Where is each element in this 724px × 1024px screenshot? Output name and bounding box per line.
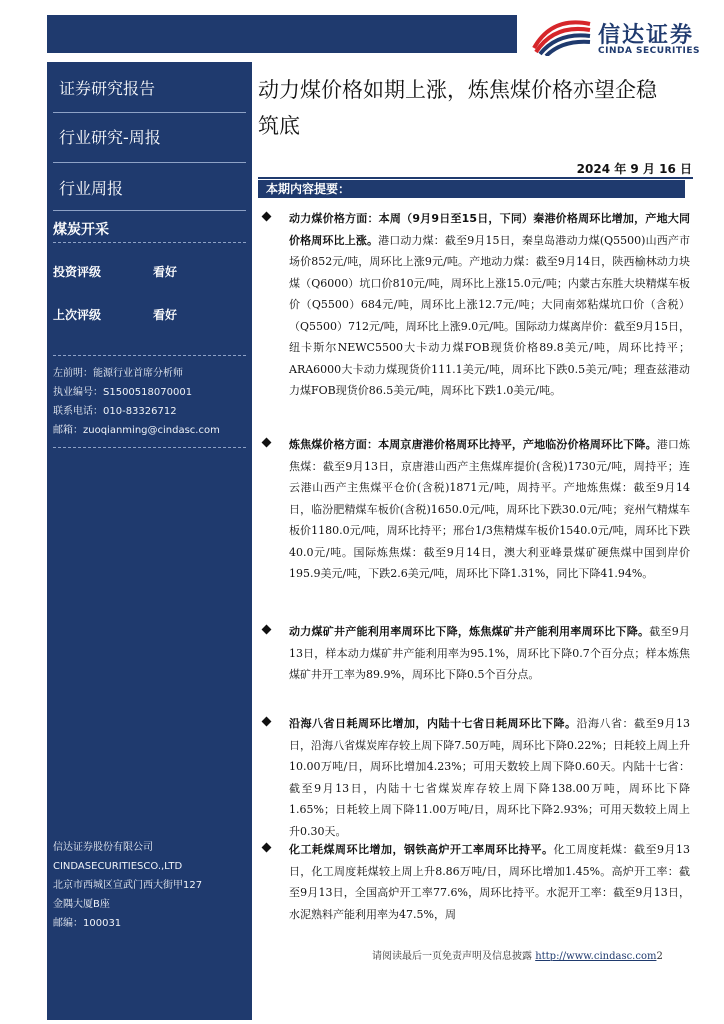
divider bbox=[53, 355, 246, 356]
sidebar bbox=[47, 62, 252, 1020]
prev-rating-value: 看好 bbox=[153, 308, 178, 322]
title-line-2: 筑底 bbox=[258, 114, 300, 138]
page-number: 2 bbox=[656, 951, 663, 962]
industry-name: 煤炭开采 bbox=[53, 222, 109, 238]
bullet-coking-coal-price bbox=[262, 434, 690, 585]
logo-mark-icon bbox=[530, 14, 594, 56]
bullet-body: 港口动力煤：截至9月15日，秦皇岛港动力煤(Q5500)山西产市场价852元/吨，周环比上涨9元/吨。产地动力煤：截至9月14日，陕西榆林动力块煤（Q6000）坑口价810元/吨，周环比上涨15.0元/吨；内蒙古东胜大块精煤车板价（Q5500）684元/吨，周环比上涨12.7元/吨；大同南郊粘煤坑口价（含税）（Q5500）712元/吨，周环比上涨9.0元/吨。国际动力煤离岸价：截至9月15日，纽卡斯尔NEWC5500大卡动力煤FOB现货价格89.8美元/吨，周环比持平；ARA6000大卡动力煤现货价111.1美元/吨，周环比下跌0.5美元/吨；理查兹港动力煤FOB现货价86.5美元/吨，周环比下跌1.0美元/吨。 bbox=[289, 233, 691, 397]
report-subcategory: 行业周报 bbox=[59, 179, 124, 198]
diamond-bullet-icon bbox=[262, 717, 271, 726]
analyst-license: 执业编号：S1500518070001 bbox=[53, 387, 193, 398]
diamond-bullet-icon bbox=[262, 843, 271, 852]
analyst-phone: 联系电话：010-83326712 bbox=[53, 406, 177, 417]
bullet-body: 港口炼焦煤：截至9月13日，京唐港山西产主焦煤库提价(含税)1730元/吨，周持平；连云港山西产主焦煤平仓价(含税)1871元/吨，周持平。产地炼焦煤：截至9月14日，临汾肥精煤车板价(含税)1650.0元/吨，周环比下跌30.0元/吨；兖州气精煤车板价1180.0元/吨，周环比持平；邢台1/3焦精煤车板价1540.0元/吨，周环比下跌40.0元/吨。国际炼焦煤：截至9月14日，澳大利亚峰景煤矿硬焦煤中国到岸价195.9美元/吨，下跌2.6美元/吨，周环比下降1.31%，同比下降41.94%。 bbox=[289, 438, 691, 580]
report-type: 证券研究报告 bbox=[59, 79, 156, 98]
logo-name-en: CINDA SECURITIES bbox=[598, 46, 700, 56]
bullet-body: 化工周度耗煤：截至9月13日，化工周度耗煤较上周上升8.86万吨/日，周环比增加1.45%。高炉开工率：截至9月13日，全国高炉开工率77.6%，周环比持平。水泥开工率：截至9月13日，水泥熟料产能利用率为47.5%，周 bbox=[289, 843, 690, 921]
divider bbox=[53, 242, 246, 243]
bullet-thermal-coal-price bbox=[262, 208, 690, 402]
bullet-body: 沿海八省：截至9月13日，沿海八省煤炭库存较上周下降7.50万吨，周环比下降0.22%；日耗较上周上升10.00万吨/日，周环比增加4.23%；可用天数较上周下降0.60天。内陆十七省：截至9月13日，内陆十七省煤炭库存较上周下降138.00万吨，周环比下降1.65%；日耗较上周下降11.00万吨/日，周环比下降2.93%；可用天数较上周上升0.30天。 bbox=[289, 717, 690, 838]
diamond-bullet-icon bbox=[262, 438, 271, 447]
rating-value: 看好 bbox=[153, 265, 178, 279]
page-footer bbox=[372, 947, 663, 962]
report-category: 行业研究-周报 bbox=[59, 128, 161, 147]
company-postcode: 邮编：100031 bbox=[53, 918, 122, 929]
bullet-daily-consumption bbox=[262, 713, 690, 842]
analyst-email[interactable]: 邮箱：zuoqianming@cindasc.com bbox=[53, 425, 220, 436]
analyst-info bbox=[47, 364, 252, 440]
divider bbox=[53, 162, 246, 163]
title-line-1: 动力煤价格如期上涨，炼焦煤价格亦望企稳 bbox=[258, 78, 657, 102]
company-name-en: CINDASECURITIESCO.,LTD bbox=[53, 861, 183, 872]
bullet-body: 截至9月13日，样本动力煤矿井产能利用率为95.1%，周环比下降0.7个百分点；样本炼焦煤矿井开工率为89.9%，周环比下降0.5个百分点。 bbox=[289, 625, 691, 681]
bullet-mine-utilization bbox=[262, 621, 690, 686]
website-link[interactable]: http://www.cindasc.com bbox=[535, 951, 657, 962]
bullet-lead: 动力煤矿井产能利用率周环比下降，炼焦煤矿井产能利用率周环比下降。 bbox=[289, 625, 650, 638]
bullet-chemical-steel bbox=[262, 839, 690, 925]
logo-name-cn: 信达证券 bbox=[598, 23, 695, 48]
diamond-bullet-icon bbox=[262, 212, 271, 221]
bullet-lead: 化工耗煤周环比增加，钢铁高炉开工率周环比持平。 bbox=[289, 843, 554, 856]
diamond-bullet-icon bbox=[262, 625, 271, 634]
page-title bbox=[258, 72, 698, 144]
rating-label: 投资评级 bbox=[53, 265, 102, 279]
company-info bbox=[47, 838, 252, 933]
divider bbox=[53, 447, 246, 448]
divider bbox=[53, 112, 246, 113]
cinda-logo bbox=[530, 14, 710, 60]
bullet-lead: 炼焦煤价格方面：本周京唐港价格周环比持平，产地临汾价格周环比下降。 bbox=[289, 438, 657, 451]
report-date: 2024 年 9 月 16 日 bbox=[576, 162, 692, 176]
date-rule bbox=[258, 177, 693, 179]
prev-rating-label: 上次评级 bbox=[53, 308, 102, 322]
company-building: 金隅大厦B座 bbox=[53, 899, 110, 910]
summary-heading: 本期内容提要： bbox=[258, 180, 685, 198]
disclaimer-notice: 请阅读最后一页免责声明及信息披露 bbox=[372, 951, 532, 962]
bullet-lead: 动力煤价格方面：本周（9月9日至15日，下同）秦港价格周环比增加，产地大同价格周环比上涨。 bbox=[289, 212, 690, 247]
divider bbox=[53, 210, 246, 211]
header-band bbox=[47, 15, 517, 53]
analyst-name: 左前明：能源行业首席分析师 bbox=[53, 368, 183, 379]
company-address: 北京市西城区宣武门西大街甲127 bbox=[53, 880, 203, 891]
bullet-lead: 沿海八省日耗周环比增加，内陆十七省日耗周环比下降。 bbox=[289, 717, 577, 730]
company-name-cn: 信达证券股份有限公司 bbox=[53, 842, 153, 853]
